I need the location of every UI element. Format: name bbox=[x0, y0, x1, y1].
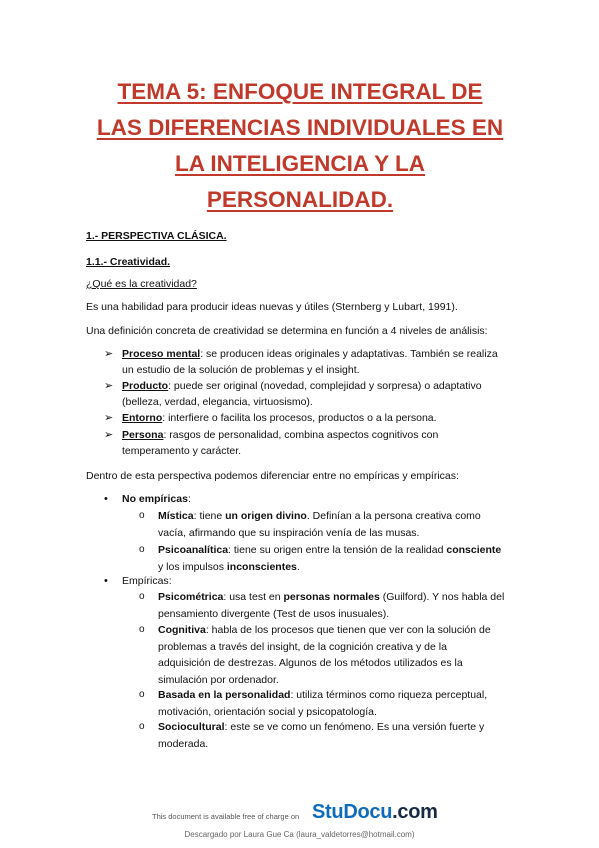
level-text-cont: un estudio de la solución de problemas y el insight. bbox=[122, 364, 360, 377]
item-text: y los impulsos bbox=[158, 560, 227, 573]
download-credit: Descargado por Laura Gue Ca (laura_valdetorres@hotmail.com) bbox=[184, 830, 415, 839]
item-sociocultural bbox=[158, 719, 484, 752]
studocu-logo[interactable] bbox=[312, 801, 438, 824]
item-emphasis: consciente bbox=[446, 544, 502, 556]
circle-bullet-icon: o bbox=[139, 544, 145, 555]
no-empiricas-heading bbox=[122, 491, 191, 507]
bullet-icon: • bbox=[104, 493, 108, 505]
level-text: : rasgos de personalidad, combina aspectos cognitivos con bbox=[163, 429, 439, 441]
level-proceso bbox=[122, 346, 498, 378]
item-psicometrica bbox=[158, 589, 504, 622]
question-text: ¿Qué es la creatividad? bbox=[86, 278, 197, 290]
level-term: Proceso mental bbox=[122, 348, 201, 360]
item-text-cont: vacía, afirmando que su inspiración venía de las musas. bbox=[158, 526, 420, 539]
logo-text-main: StuDocu bbox=[312, 801, 393, 823]
item-emphasis: inconscientes bbox=[226, 560, 297, 573]
category-colon: : bbox=[168, 575, 172, 587]
item-text: . Definían a la persona creativa como bbox=[306, 510, 481, 522]
item-mistica bbox=[158, 508, 481, 541]
item-text: : tiene su origen entre la tensión de la realidad bbox=[228, 544, 447, 556]
level-text: : puede ser original (novedad, complejidad y sorpresa) o adaptativo bbox=[168, 380, 482, 392]
item-emphasis: un origen divino bbox=[225, 510, 307, 522]
perspective-intro: Dentro de esta perspectiva podemos diferenciar entre no empíricas y empíricas: bbox=[86, 470, 459, 482]
item-text-cont: simulación por ordenador. bbox=[158, 673, 279, 686]
item-psicoanalitica bbox=[158, 542, 501, 575]
category-label: Empíricas bbox=[122, 575, 169, 587]
item-text-cont: moderada. bbox=[158, 737, 209, 750]
item-term: Psicoanalítica bbox=[158, 544, 229, 556]
item-text: : utiliza términos como riqueza perceptual, bbox=[290, 689, 488, 701]
arrow-bullet-icon: ➢ bbox=[104, 412, 114, 424]
level-text: : se producen ideas originales y adaptativas. También se realiza bbox=[200, 348, 498, 360]
page-title bbox=[60, 74, 540, 218]
bullet-icon: • bbox=[104, 575, 108, 587]
circle-bullet-icon: o bbox=[139, 591, 145, 602]
level-term: Producto bbox=[122, 380, 169, 392]
section-heading: 1.- PERSPECTIVA CLÁSICA. bbox=[86, 230, 227, 242]
empiricas-heading bbox=[122, 573, 172, 589]
level-term: Persona bbox=[122, 429, 164, 441]
title-line-1: TEMA 5: ENFOQUE INTEGRAL DE bbox=[117, 79, 483, 104]
definition-text: Es una habilidad para producir ideas nuevas y útiles (Sternberg y Lubart, 1991). bbox=[86, 301, 458, 313]
category-label: No empíricas bbox=[122, 493, 188, 505]
level-text: : interfiere o facilita los procesos, productos o a la persona. bbox=[162, 412, 437, 424]
title-line-3: LA INTELIGENCIA Y LA bbox=[174, 151, 426, 176]
logo-text-domain: .com bbox=[392, 801, 438, 823]
circle-bullet-icon: o bbox=[139, 624, 145, 635]
footer-availability-text: This document is available free of charge on bbox=[152, 812, 300, 821]
subsection-heading: 1.1.- Creatividad. bbox=[86, 256, 171, 268]
arrow-bullet-icon: ➢ bbox=[104, 348, 114, 360]
item-term: Mística bbox=[158, 510, 194, 522]
item-term: Psicométrica bbox=[158, 591, 224, 603]
item-emphasis: personas normales bbox=[283, 591, 380, 603]
arrow-bullet-icon: ➢ bbox=[104, 380, 114, 392]
item-text: : tiene bbox=[193, 510, 226, 522]
circle-bullet-icon: o bbox=[139, 510, 145, 521]
item-basada-personalidad bbox=[158, 687, 487, 720]
circle-bullet-icon: o bbox=[139, 689, 145, 700]
title-line-2: LAS DIFERENCIAS INDIVIDUALES EN bbox=[96, 115, 504, 140]
item-text: : usa test en bbox=[223, 591, 284, 603]
item-text: : este se ve como un fenómeno. Es una versión fuerte y bbox=[224, 721, 485, 733]
level-text-cont: temperamento y carácter. bbox=[122, 445, 242, 458]
level-persona bbox=[122, 427, 438, 459]
levels-intro: Una definición concreta de creatividad se determina en función a 4 niveles de análisis: bbox=[86, 325, 488, 337]
title-line-4: PERSONALIDAD. bbox=[206, 187, 394, 212]
circle-bullet-icon: o bbox=[139, 721, 145, 732]
item-text: : habla de los procesos que tienen que ver con la solución de bbox=[205, 624, 491, 636]
level-entorno bbox=[122, 410, 437, 426]
item-term: Sociocultural bbox=[158, 721, 225, 733]
item-text: . bbox=[296, 560, 300, 573]
category-colon: : bbox=[187, 493, 191, 505]
level-term: Entorno bbox=[122, 412, 163, 424]
item-term: Basada en la personalidad bbox=[158, 689, 291, 701]
level-producto bbox=[122, 378, 482, 410]
arrow-bullet-icon: ➢ bbox=[104, 429, 114, 441]
item-text-cont: pensamiento divergente (Test de usos inusuales). bbox=[158, 607, 390, 620]
item-text-cont: motivación, orientación social y psicopatología. bbox=[158, 705, 377, 718]
item-term: Cognitiva bbox=[158, 624, 206, 636]
item-text: (Guilford). Y nos habla del bbox=[379, 591, 505, 603]
item-text-cont: adquisición de destrezas. Algunos de los métodos utilizados es la bbox=[158, 657, 463, 669]
level-text-cont: (belleza, verdad, elegancia, virtuosismo). bbox=[122, 396, 313, 409]
item-cognitiva bbox=[158, 622, 491, 688]
item-text-cont: problemas a través del insight, de la cognición creativa y de la bbox=[158, 640, 447, 653]
